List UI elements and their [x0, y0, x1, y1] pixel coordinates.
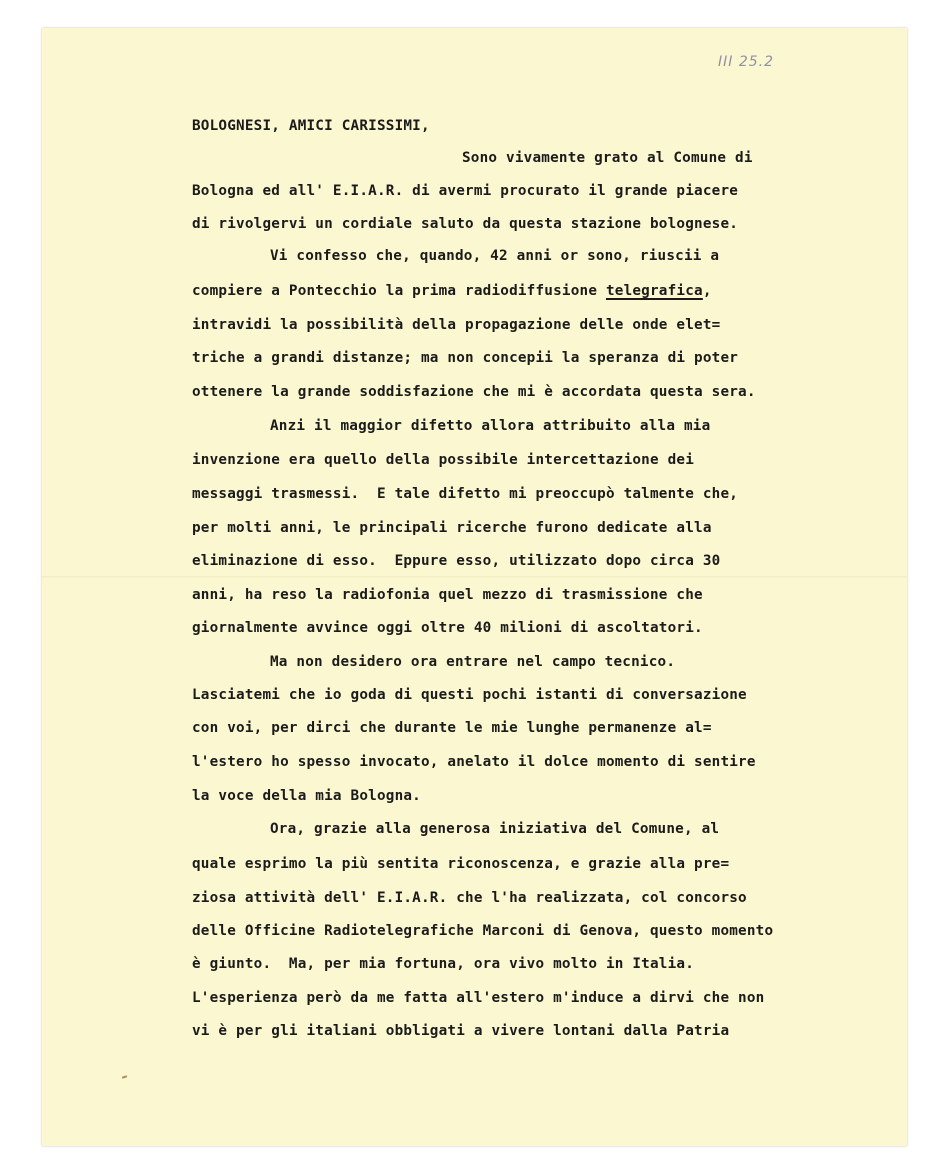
text-line: triche a grandi distanze; ma non concepii la speranza di poter: [192, 350, 739, 366]
text-line: per molti anni, le principali ricerche furono dedicate alla: [192, 520, 712, 536]
text-line: anni, ha reso la radiofonia quel mezzo di trasmissione che: [192, 587, 703, 603]
text-line: [192, 281, 712, 301]
text-line: l'estero ho spesso invocato, anelato il dolce momento di sentire: [192, 754, 756, 770]
text-line: con voi, per dirci che durante le mie lunghe permanenze al=: [192, 720, 712, 736]
text-line: quale esprimo la più sentita riconoscenza, e grazie alla pre=: [192, 856, 730, 872]
text-line: eliminazione di esso. Eppure esso, utilizzato dopo circa 30: [192, 553, 721, 569]
text-segment: compiere a Pontecchio la prima radiodiffusione: [192, 283, 606, 299]
text-line: Vi confesso che, quando, 42 anni or sono, riuscii a: [270, 248, 720, 264]
paper-fold-line: [42, 576, 907, 578]
text-line: L'esperienza però da me fatta all'estero m'induce a dirvi che non: [192, 990, 765, 1006]
text-line: delle Officine Radiotelegrafiche Marconi di Genova, questo momento: [192, 923, 774, 939]
text-line: Sono vivamente grato al Comune di: [462, 150, 753, 166]
text-line: Bologna ed all' E.I.A.R. di avermi procurato il grande piacere: [192, 183, 739, 199]
text-line: Anzi il maggior difetto allora attribuito alla mia: [270, 418, 711, 434]
text-line: invenzione era quello della possibile intercettazione dei: [192, 452, 695, 468]
text-line: messaggi trasmessi. E tale difetto mi preoccupò talmente che,: [192, 486, 739, 502]
text-line: vi è per gli italiani obbligati a vivere lontani dalla Patria: [192, 1023, 730, 1039]
paper-mark: [122, 1075, 127, 1079]
text-line: è giunto. Ma, per mia fortuna, ora vivo molto in Italia.: [192, 956, 695, 972]
typewritten-page: [42, 28, 907, 1146]
text-line: ottenere la grande soddisfazione che mi è accordata questa sera.: [192, 384, 756, 400]
text-line: Ora, grazie alla generosa iniziativa del Comune, al: [270, 821, 720, 837]
archive-reference: III 25.2: [718, 54, 775, 70]
text-line: di rivolgervi un cordiale saluto da questa stazione bolognese.: [192, 216, 739, 232]
text-line: intravidi la possibilità della propagazione delle onde elet=: [192, 317, 721, 333]
salutation: BOLOGNESI, AMICI CARISSIMI,: [192, 118, 430, 134]
text-line: Lasciatemi che io goda di questi pochi istanti di conversazione: [192, 687, 747, 703]
text-line: ziosa attività dell' E.I.A.R. che l'ha realizzata, col concorso: [192, 890, 747, 906]
text-line: la voce della mia Bologna.: [192, 788, 421, 804]
text-line: giornalmente avvince oggi oltre 40 milioni di ascoltatori.: [192, 620, 703, 636]
underlined-word: telegrafica: [605, 283, 703, 299]
text-line: Ma non desidero ora entrare nel campo tecnico.: [270, 654, 676, 670]
text-segment: ,: [702, 283, 712, 299]
